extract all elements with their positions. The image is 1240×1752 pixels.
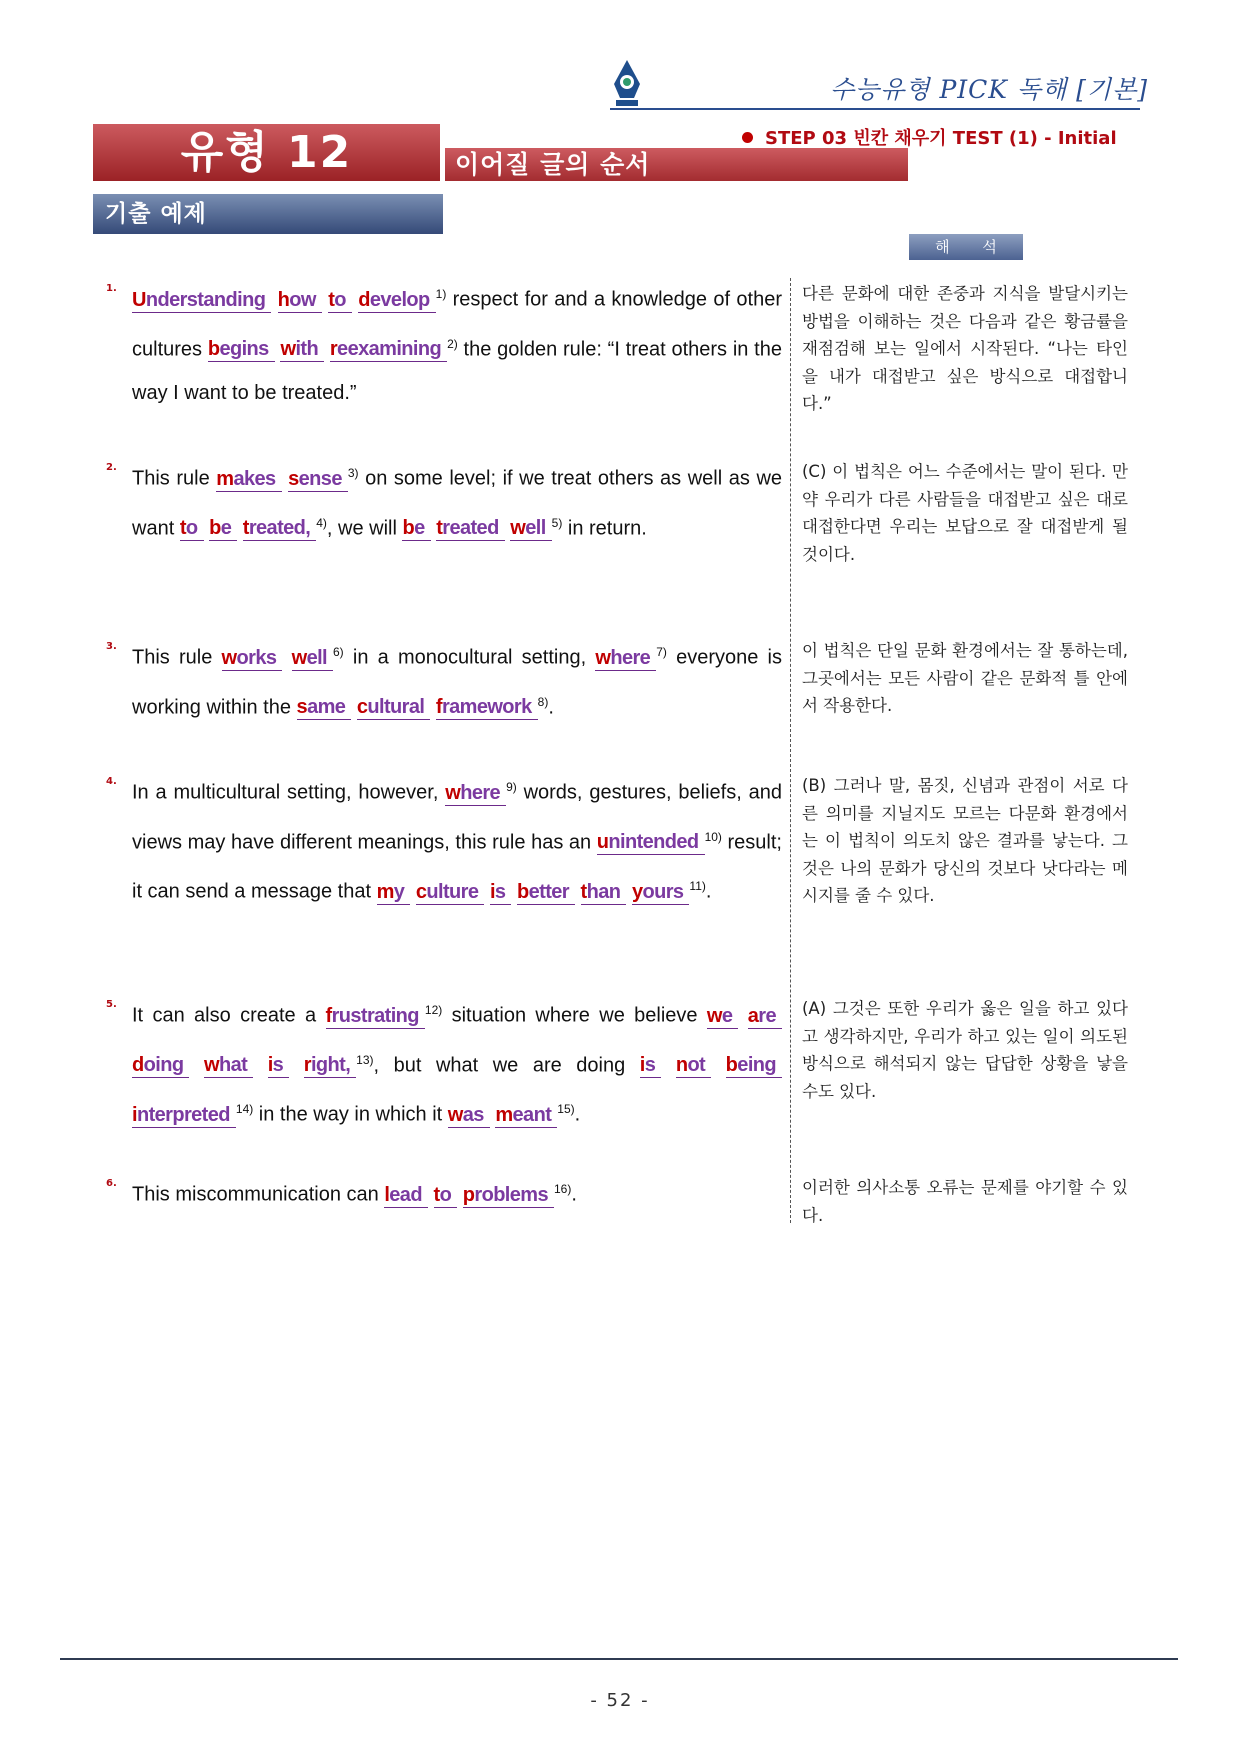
text-span: It can also create a [132,1004,326,1027]
text-span: oing [143,1054,184,1077]
bullet-dot-icon [742,132,753,143]
text-span: s [296,696,308,719]
footnote-marker: 4) [316,515,327,530]
text-span: in the way in which it [253,1103,448,1126]
text-span: c [356,696,368,719]
text-span: This rule [132,467,217,490]
blank [326,1004,425,1029]
text-span: hat [218,1054,248,1077]
footnote-marker: 5) [551,515,563,530]
item-4-korean: (B) 그러나 말, 몸짓, 신념과 관점이 서로 다른 의미를 지닐지도 모르는 다문화 환경에서는 이 법칙이 의도치 않은 결과를 낳는다. 그것은 나의 문화가 당신의 것보다 낫다라는 메시지를 줄 수 있다. [802,776,1128,905]
item-number: 3. [106,641,117,652]
translation-label-box [909,234,1023,260]
blank [463,1183,554,1208]
text-span: as [462,1103,484,1126]
step-heading [742,124,1117,150]
text-span: eant [512,1103,552,1126]
blank [204,1053,253,1078]
blank [402,516,430,541]
footnote-marker: 13) [356,1052,374,1067]
text-span: l [384,1183,390,1206]
text-span: y [631,880,643,903]
text-span: o [185,517,198,540]
text-span: u [596,831,609,854]
text-span: egins [219,338,269,361]
text-span: a [747,1004,759,1027]
blank [581,880,627,905]
blank [222,646,283,671]
text-span: the golden rule: “I treat others in the way I want to be treated.” [132,338,782,405]
text-span: on some level; if we treat others as well as we want [132,467,783,540]
text-span: . [571,1183,577,1206]
text-span: in a monocultural setting, [343,646,596,669]
blank [132,1053,189,1078]
text-span: n [675,1054,688,1077]
item-number: 1. [106,283,117,294]
text-span: i [132,1103,137,1126]
footnote-marker: 1) [435,287,447,301]
blank [436,695,538,720]
text-span: In a multicultural setting, however, [132,781,446,804]
blank [384,1183,428,1208]
blank [510,516,551,541]
type-label-box [93,124,440,181]
footer-rule [60,1658,1178,1660]
text-span: ow [289,288,316,311]
text-span: This rule [132,646,222,669]
blank [358,288,435,313]
footnote-marker: 7) [656,645,667,659]
text-span: p [462,1183,475,1206]
blank [132,1103,236,1128]
text-span: . [548,696,554,719]
text-span: here [460,781,501,804]
translation-label: 해 석 [935,238,1011,256]
footnote-marker: 15) [557,1102,575,1117]
footnote-marker: 16) [554,1182,572,1196]
item-number: 2. [106,462,117,473]
blank [632,880,689,905]
text-span: U [132,288,146,311]
fountain-pen-logo-icon [610,58,644,108]
text-span: result; it can send a message that [132,831,782,903]
text-span: y [393,880,405,903]
footnote-marker: 8) [537,694,549,709]
type-name-box [445,148,908,181]
blank [216,467,281,492]
text-span: nterpreted [136,1103,230,1126]
text-span: ot [687,1054,706,1077]
blank [445,781,506,806]
blank [748,1004,782,1029]
text-span: here [610,646,651,669]
text-span: f [325,1004,332,1027]
text-span: orks [236,646,277,669]
text-span: ense [298,467,342,490]
text-span: w [706,1004,722,1027]
item-number: 4. [106,776,117,787]
text-span: o [334,288,346,311]
book-brand: 수능유형 PICK 독해 [기본] [829,75,1148,104]
item-3-korean: 이 법칙은 단일 문화 환경에서는 잘 통하는데, 그곳에서는 모든 사람이 같은 문화적 틀 안에서 작용한다. [802,641,1128,715]
text-span: ame [307,696,346,719]
item-number: 6. [106,1178,117,1189]
blank [726,1053,782,1078]
text-span: reated [442,517,499,540]
text-span: ead [389,1183,422,1206]
text-span: b [209,517,221,540]
text-span: ell [306,646,327,669]
footnote-marker: 9) [506,780,517,794]
footnote-marker: 3) [347,466,359,480]
blank [328,288,352,313]
blank [330,337,447,362]
item-4-english [132,765,782,914]
type-name: 이어질 글의 순서 [455,150,651,179]
text-span: r [303,1054,311,1077]
text-span: m [216,467,234,490]
text-span: t [179,517,186,540]
text-span: s [272,1054,284,1077]
blank [595,646,656,671]
blank [268,1053,290,1078]
text-span: w [203,1054,219,1077]
text-span: , we will [326,517,403,540]
text-span: b [517,880,529,903]
text-span: d [132,1054,144,1077]
item-5-english [132,988,782,1137]
text-span: ultural [367,696,425,719]
blank [297,695,352,720]
item-2-english [132,451,782,550]
item-2-korean: (C) 이 법칙은 어느 수준에서는 말이 된다. 만약 우리가 다른 사람들을 대접받고 싶은 대로 대접한다면 우리는 보답으로 잘 대접받게 될 것이다. [802,462,1128,564]
text-span: ight, [310,1054,351,1077]
text-span: w [447,1103,463,1126]
text-span: m [376,880,394,903]
header-rule [610,108,1140,110]
blank [208,337,275,362]
item-6-english [132,1167,782,1217]
blank [597,830,705,855]
text-span: r [329,338,338,361]
footnote-marker: 14) [235,1102,254,1117]
footnote-marker: 10) [704,829,722,844]
text-span: in return. [562,517,647,540]
blank [416,880,485,905]
text-span: w [445,781,461,804]
blank [132,288,271,313]
item-6-korean: 이러한 의사소통 오류는 문제를 야기할 수 있다. [802,1178,1128,1225]
text-span: nintended [608,831,699,854]
text-span: eing [737,1054,777,1077]
text-span: akes [233,467,276,490]
text-span: respect for and a knowledge of other cultures [132,288,782,361]
item-number: 5. [106,999,117,1010]
text-span: m [495,1103,513,1126]
text-span: w [280,338,296,361]
text-span: o [439,1183,452,1206]
text-span: s [288,467,299,490]
blank [434,1183,458,1208]
text-span: ell [525,517,546,540]
blank [495,1103,557,1128]
blank [292,646,333,671]
text-span: reated, [248,517,311,540]
text-span: d [358,288,370,311]
blank [243,516,316,541]
blank [517,880,575,905]
section-heading: 기출 예제 [105,201,207,227]
blank [288,467,348,492]
blank [707,1004,739,1029]
text-span: re [758,1004,777,1027]
text-span: e [414,517,425,540]
text-span: i [639,1054,645,1077]
text-span: e [721,1004,733,1027]
text-span: t [433,1183,440,1206]
blank [448,1103,490,1128]
text-span: ours [642,880,684,903]
text-span: w [221,646,237,669]
text-span: nderstanding [145,288,266,311]
text-span: c [415,880,427,903]
text-span: s [494,880,506,903]
text-span: s [644,1054,656,1077]
blank [490,880,512,905]
blank [280,337,324,362]
type-label: 유형 12 [180,127,353,178]
blank [180,516,204,541]
item-5-korean: (A) 그것은 또한 우리가 옳은 일을 하고 있다고 생각하지만, 우리가 하고 있는 일이 의도된 방식으로 해석되지 않는 답답한 상황을 낳을 수도 있다. [802,999,1128,1101]
text-span: b [402,517,415,540]
text-span: i [267,1054,273,1077]
text-span: w [291,646,307,669]
text-span: w [510,517,526,540]
text-span: rustrating [331,1004,419,1027]
text-span: ulture [426,880,479,903]
text-span: f [435,696,442,719]
text-span: han [586,880,621,903]
blank [209,516,237,541]
text-span: situation where we believe [442,1004,707,1027]
blank [436,516,505,541]
text-span: This miscommunication can [132,1183,385,1206]
text-span: ith [295,338,319,361]
footnote-marker: 2) [447,336,458,351]
text-span: words, gestures, beliefs, and views may have different meanings, this rule has an [132,781,782,854]
text-span: h [277,288,290,311]
text-span: b [725,1054,738,1077]
text-span: e [220,517,232,540]
blank [676,1053,711,1078]
item-1-english [132,272,782,415]
text-span: t [436,517,443,540]
text-span: . [705,880,712,903]
text-span: everyone is working within the [132,646,783,719]
text-span: etter [528,880,569,903]
footnote-marker: 12) [424,1003,443,1017]
text-span: b [207,338,220,361]
text-span: t [242,517,249,540]
footnote-marker: 11) [689,879,706,894]
footnote-marker: 6) [333,645,344,659]
text-span: evelop [369,288,430,311]
column-divider [790,278,791,1223]
text-span: w [595,646,611,669]
page-number: - 52 - [590,1690,650,1711]
text-span: . [574,1103,581,1126]
text-span: ramework [441,696,532,719]
blank [377,880,411,905]
section-heading-box [93,194,443,234]
text-span: t [580,880,587,903]
text-span: eexamining [337,338,442,361]
blank [357,695,430,720]
blank [304,1053,356,1078]
blank [278,288,322,313]
text-span: t [328,288,335,311]
text-span: roblems [474,1183,548,1206]
item-1-korean: 다른 문화에 대한 존중과 지식을 발달시키는 방법을 이해하는 것은 다음과 같은 황금률을 재점검해 보는 일에서 시작된다. “나는 타인을 내가 대접받고 싶은 방식으로 대접합니다.” [802,284,1128,413]
blank [640,1053,662,1078]
text-span: i [489,880,495,903]
step-text: STEP 03 빈칸 채우기 TEST (1) - Initial [765,128,1117,149]
text-span: , but what we are doing [373,1054,640,1077]
item-3-english [132,630,782,729]
